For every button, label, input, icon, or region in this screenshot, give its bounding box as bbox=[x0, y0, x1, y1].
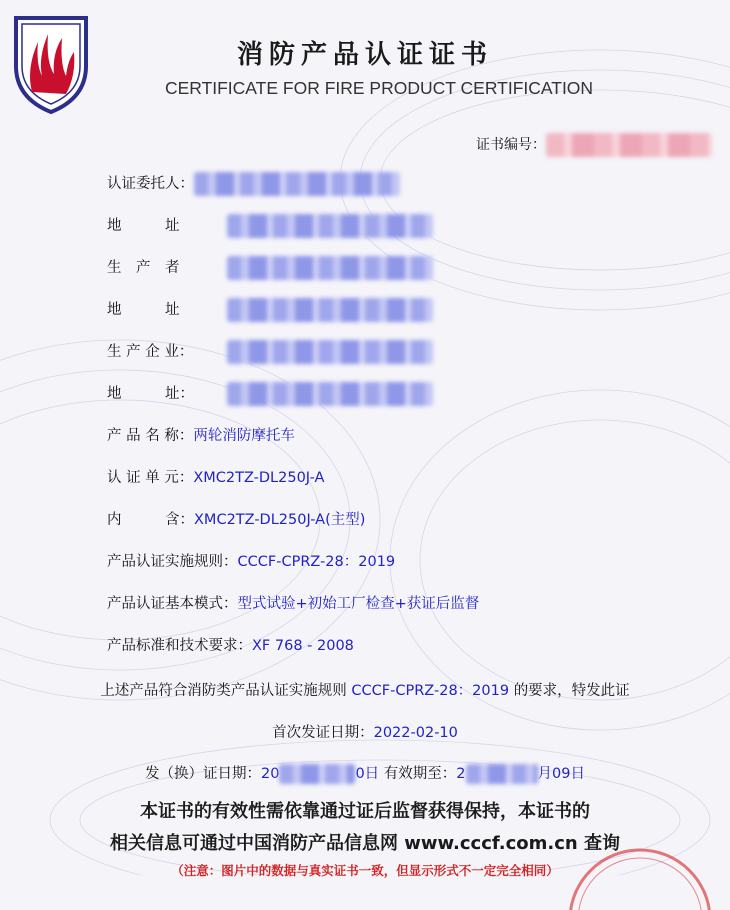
field-row-applicant-address bbox=[107, 214, 433, 238]
field-value: XMC2TZ-DL250J-A bbox=[193, 470, 325, 486]
field-row-standard bbox=[107, 634, 354, 658]
first-issue-label: 首次发证日期： bbox=[272, 725, 374, 741]
field-row-rules bbox=[107, 550, 395, 574]
valid-label: 有效期至： bbox=[383, 766, 457, 782]
conformity-rule: CCCF-CPRZ-28：2019 bbox=[351, 683, 510, 699]
field-row-factory-address bbox=[107, 382, 433, 406]
redacted-valid-date bbox=[466, 764, 538, 784]
redacted-value bbox=[227, 382, 433, 406]
field-label: 认 证 单 元： bbox=[107, 470, 194, 486]
issue-label: 发（换）证日期： bbox=[145, 766, 261, 782]
conformity-statement bbox=[0, 679, 730, 700]
redacted-issue-date bbox=[279, 764, 355, 784]
validity-notice-line1: 本证书的有效性需依靠通过证后监督获得保持，本证书的 bbox=[140, 801, 590, 822]
field-value: XF 768 - 2008 bbox=[252, 638, 354, 654]
valid-date-end: 月09日 bbox=[537, 766, 585, 782]
redacted-value bbox=[227, 214, 433, 238]
field-row-applicant bbox=[107, 172, 400, 196]
field-label: 内 含： bbox=[107, 512, 194, 528]
field-value: 型式试验+初始工厂检查+获证后监督 bbox=[237, 596, 480, 612]
field-label: 地 址 bbox=[107, 218, 180, 234]
issue-date-end: 0日 bbox=[355, 766, 380, 782]
valid-date-start: 2 bbox=[456, 766, 466, 782]
field-label: 生 产 者 bbox=[107, 260, 180, 276]
field-label: 认证委托人： bbox=[107, 176, 194, 192]
certificate-title-en: CERTIFICATE FOR FIRE PRODUCT CERTIFICATION bbox=[164, 78, 594, 98]
field-row-product-name bbox=[107, 424, 295, 448]
field-label: 地 址： bbox=[107, 386, 194, 402]
redacted-value bbox=[227, 298, 433, 322]
field-row-includes bbox=[107, 508, 365, 532]
field-row-unit bbox=[107, 466, 324, 490]
field-label: 地 址 bbox=[107, 302, 180, 318]
redacted-value bbox=[227, 256, 433, 280]
first-issue-date-line bbox=[0, 721, 730, 742]
redacted-value bbox=[194, 172, 400, 196]
field-label: 产品认证实施规则： bbox=[107, 554, 238, 570]
field-value: 两轮消防摩托车 bbox=[193, 428, 295, 444]
validity-notice-line2: 相关信息可通过中国消防产品信息网 www.cccf.com.cn 查询 bbox=[110, 833, 620, 854]
first-issue-date: 2022-02-10 bbox=[373, 725, 458, 741]
redacted-cert-no bbox=[546, 133, 712, 157]
field-label: 产品标准和技术要求： bbox=[107, 638, 252, 654]
field-label: 产 品 名 称： bbox=[107, 428, 194, 444]
certificate-number bbox=[476, 133, 712, 157]
conformity-prefix: 上述产品符合消防类产品认证实施规则 bbox=[100, 683, 347, 699]
certificate-title-cn: 消防产品认证证书 bbox=[236, 40, 493, 70]
field-row-mode bbox=[107, 592, 479, 616]
field-row-manufacturer bbox=[107, 256, 433, 280]
field-label: 产品认证基本模式： bbox=[107, 596, 238, 612]
field-row-manufacturer-address bbox=[107, 298, 433, 322]
conformity-suffix: 的要求，特发此证 bbox=[513, 683, 630, 699]
redacted-value bbox=[227, 340, 433, 364]
field-value: XMC2TZ-DL250J-A(主型) bbox=[194, 512, 366, 528]
disclaimer-note: （注意：图片中的数据与真实证书一致，但显示形式不一定完全相同） bbox=[171, 863, 559, 878]
cert-no-label: 证书编号： bbox=[476, 137, 546, 153]
field-row-factory bbox=[107, 340, 433, 364]
issue-date-start: 20 bbox=[261, 766, 280, 782]
field-value: CCCF-CPRZ-28：2019 bbox=[237, 554, 396, 570]
issue-validity-line bbox=[0, 762, 730, 784]
field-label: 生 产 企 业： bbox=[107, 344, 194, 360]
